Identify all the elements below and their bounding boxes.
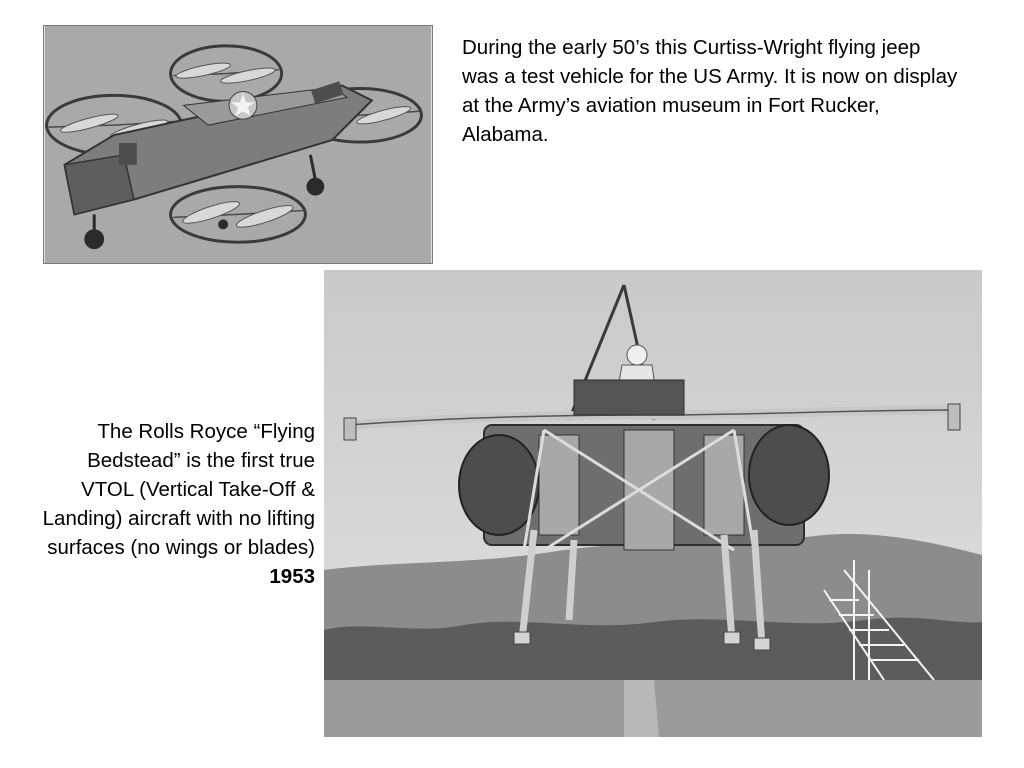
flying-bedstead-caption xyxy=(40,417,315,591)
flying-bedstead-photo xyxy=(324,270,982,737)
flying-jeep-photo xyxy=(43,25,433,264)
flying-bedstead-description: The Rolls Royce “Flying Bedstead” is the first true VTOL (Vertical Take-Off & Landing) aircraft with no lifting surfaces (no wings or blades) xyxy=(42,420,315,559)
flying-jeep-caption: During the early 50’s this Curtiss-Wright flying jeep was a test vehicle for the US Army. It is now on display at the Army’s aviation museum in Fort Rucker, Alabama. xyxy=(462,36,958,146)
flying-bedstead-year: 1953 xyxy=(269,565,315,588)
